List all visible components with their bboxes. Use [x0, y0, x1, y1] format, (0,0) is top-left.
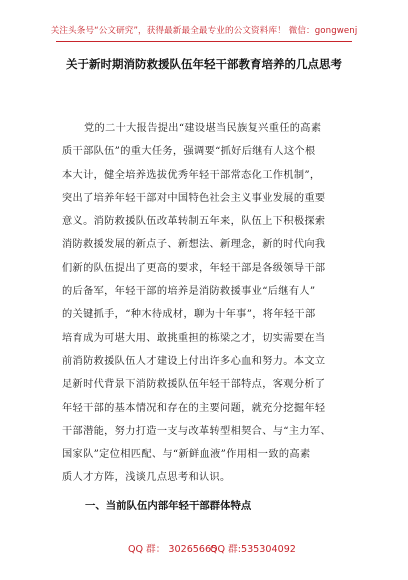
footer-qq-group-left: QQ 群： 30265665 — [128, 544, 218, 555]
body-line: 的关键抓手，“种木待成材，聊为十年事”，将年轻干部 — [62, 309, 316, 321]
body-line: 的后备军，年轻干部的培养是消防救援事业“后继有人” — [62, 286, 316, 298]
body-line: 质人才方阵，浅谈几点思考和认识。 — [62, 472, 231, 484]
section-heading: 一、当前队伍内部年轻干部群体特点 — [85, 500, 252, 512]
body-line: 培育成为可堪大用、敢挑重担的栋梁之才，切实需要在当 — [62, 332, 326, 344]
header-banner: 关注头条号“公文研究”，获得最新最全最专业的公文资料库！ 微信：gongwenj — [50, 26, 358, 36]
document-body — [62, 117, 350, 490]
body-line: 国家队”定位相匹配、与“新鲜血液”作用相一致的高素 — [62, 449, 311, 461]
body-line: 意义。消防救援队伍改革转制五年来，队伍上下积极探索 — [62, 216, 326, 228]
footer-qq-group-right: QQ 群:535304092 — [210, 544, 296, 555]
header-divider — [56, 41, 352, 42]
body-line: 年轻干部的基本情况和存在的主要问题，就充分挖掘年轻 — [62, 402, 326, 414]
document-title: 关于新时期消防救援队伍年轻干部教育培养的几点思考 — [66, 57, 342, 71]
body-line: 本大计，健全培养选拔优秀年轻干部常态化工作机制”， — [62, 169, 321, 181]
body-line: 足新时代背景下消防救援队伍年轻干部特点，客观分析了 — [62, 379, 326, 391]
body-line: 干部潜能，努力打造一支与改革转型相契合、与“主力军、 — [62, 425, 331, 437]
body-line: 突出了培养年轻干部对中国特色社会主义事业发展的重要 — [62, 192, 326, 204]
body-line: 前消防救援队伍人才建设上付出许多心血和努力。本文立 — [62, 355, 326, 367]
body-line: 们新的队伍提出了更高的要求，年轻干部是各级领导干部 — [62, 262, 326, 274]
body-line: 党的二十大报告提出“建设堪当民族复兴重任的高素 — [84, 123, 322, 134]
body-line: 质干部队伍”的重大任务，强调要“抓好后继有人这个根 — [62, 146, 316, 158]
body-line: 消防救援发展的新点子、新想法、新理念，新的时代向我 — [62, 239, 326, 251]
